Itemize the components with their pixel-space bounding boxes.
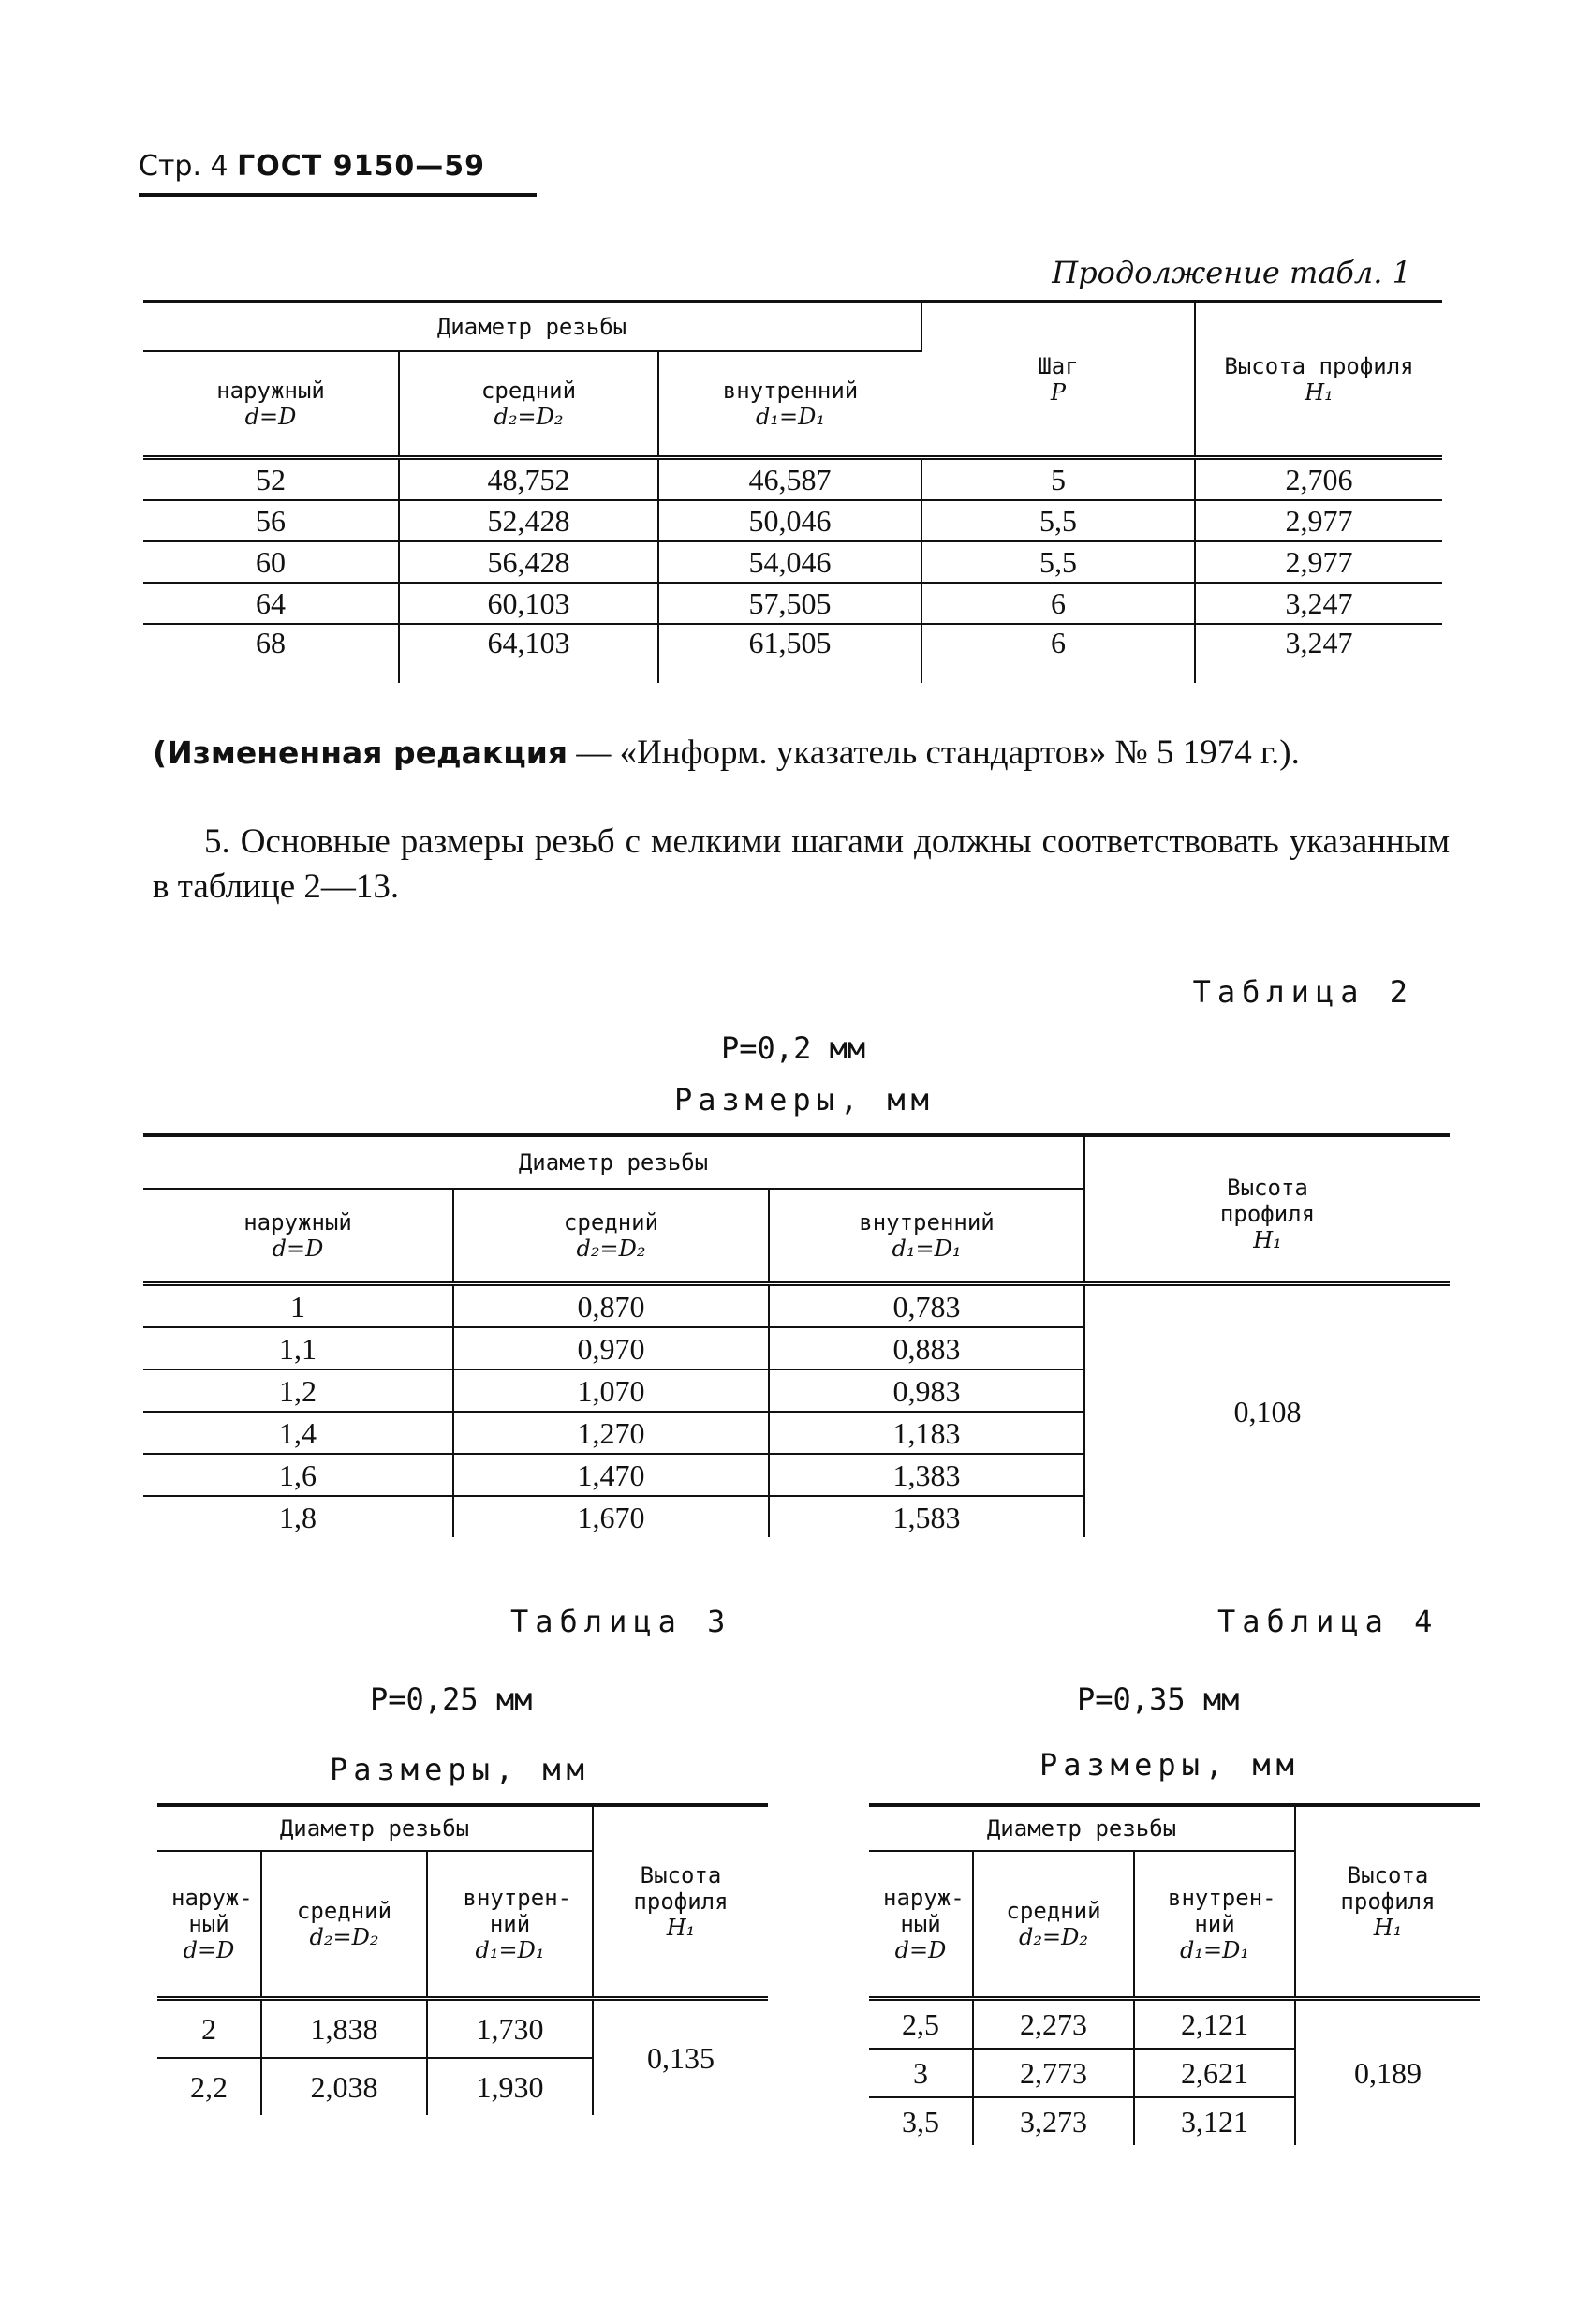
cell: 68 <box>143 624 399 683</box>
col-outer-label: наружный <box>243 1209 352 1236</box>
standard-code: ГОСТ 9150—59 <box>237 150 485 183</box>
cell: 0,970 <box>453 1327 769 1369</box>
group-header: Диаметр резьбы <box>143 302 921 351</box>
cell: 64,103 <box>399 624 658 683</box>
cell: 46,587 <box>658 458 921 501</box>
col-height <box>593 1805 768 1999</box>
col-pitch-label: Шаг <box>1038 353 1079 379</box>
col-outer <box>869 1851 973 1999</box>
col-outer-label: наруж-ный <box>171 1885 253 1937</box>
table-row <box>157 1999 768 2059</box>
cell: 64 <box>143 583 399 624</box>
col-mid <box>399 351 658 458</box>
height-value: 0,189 <box>1354 2056 1422 2090</box>
col-outer <box>143 1189 453 1284</box>
page-header <box>139 150 485 183</box>
table-row <box>143 1284 1450 1328</box>
cell: 1,070 <box>453 1369 769 1412</box>
col-inner-label: внутрен-ний <box>463 1885 572 1937</box>
col-mid-label: средний <box>296 1898 392 1924</box>
cell: 3,247 <box>1285 626 1353 659</box>
col-mid-symbol: d₂=D₂ <box>576 1236 646 1262</box>
cell: 1 <box>143 1284 453 1328</box>
col-height-symbol: H₁ <box>1253 1227 1282 1253</box>
cell: 54,046 <box>658 541 921 583</box>
col-mid-symbol: d₂=D₂ <box>494 404 564 430</box>
col-inner-symbol: d₁=D₁ <box>1180 1937 1249 1963</box>
col-mid <box>453 1189 769 1284</box>
col-height <box>1195 302 1442 458</box>
group-header: Диаметр резьбы <box>143 1135 1084 1189</box>
cell: 1,383 <box>769 1454 1084 1496</box>
col-pitch-symbol: P <box>1050 379 1067 406</box>
cell: 3,121 <box>1134 2097 1295 2145</box>
col-mid-symbol: d₂=D₂ <box>309 1924 379 1950</box>
cell: 0,783 <box>769 1284 1084 1328</box>
col-inner <box>1134 1851 1295 1999</box>
col-outer <box>143 351 399 458</box>
table-2-units: Размеры, мм <box>674 1082 935 1118</box>
revision-note-text: — «Информ. указатель стандартов» № 5 1974 г.). <box>568 733 1300 772</box>
cell: 56,428 <box>399 541 658 583</box>
table-row <box>143 541 1442 583</box>
col-outer-symbol: d=D <box>272 1236 324 1262</box>
table-3 <box>157 1803 768 2115</box>
col-height-label: Высота профиля <box>1340 1862 1436 1915</box>
cell: 6 <box>921 583 1195 624</box>
table-4 <box>869 1803 1480 2145</box>
height-value: 0,108 <box>1233 1395 1302 1428</box>
col-mid-label: средний <box>1006 1898 1101 1924</box>
col-height <box>1295 1805 1480 1999</box>
col-outer-symbol: d=D <box>244 404 297 430</box>
cell: 1,730 <box>427 1999 593 2059</box>
clause-5: 5. Основные размеры резьб с мелкими шагами должны соответствовать указанным в таблице 2—13. <box>153 822 1450 906</box>
col-inner-label: внутренний <box>722 377 859 404</box>
col-height <box>1084 1135 1450 1284</box>
col-inner-label: внутрен-ний <box>1168 1885 1276 1937</box>
cell: 61,505 <box>658 624 921 683</box>
table-4-units: Размеры, мм <box>1039 1747 1300 1783</box>
table-2-pitch: P=0,2 мм <box>721 1030 866 1066</box>
col-outer <box>157 1851 261 1999</box>
col-mid-label: средний <box>563 1209 659 1236</box>
col-mid-symbol: d₂=D₂ <box>1019 1924 1088 1950</box>
header-rule <box>139 193 537 197</box>
col-inner <box>427 1851 593 1999</box>
table-continuation-label: Продолжение табл. 1 <box>1052 255 1411 290</box>
cell: 1,838 <box>261 1999 427 2059</box>
cell: 2,038 <box>261 2058 427 2115</box>
cell: 2,977 <box>1195 541 1442 583</box>
cell: 1,1 <box>143 1327 453 1369</box>
height-value: 0,135 <box>647 2041 715 2075</box>
cell: 5 <box>921 458 1195 501</box>
cell: 3,273 <box>973 2097 1134 2145</box>
cell: 2,5 <box>869 1999 973 2050</box>
group-header: Диаметр резьбы <box>869 1805 1295 1851</box>
cell: 2,706 <box>1195 458 1442 501</box>
cell: 52 <box>143 458 399 501</box>
col-height-label: Высота профиля <box>633 1862 729 1915</box>
cell: 3,5 <box>869 2097 973 2145</box>
table-row <box>143 583 1442 624</box>
table-row <box>143 624 1442 683</box>
page-number: Стр. 4 <box>139 150 228 183</box>
cell: 60,103 <box>399 583 658 624</box>
table-3-pitch: P=0,25 мм <box>370 1681 533 1717</box>
revision-note-bold: (Измененная редакция <box>153 734 568 771</box>
cell: 1,930 <box>427 2058 593 2115</box>
cell: 1,470 <box>453 1454 769 1496</box>
col-height-symbol: H₁ <box>666 1915 696 1941</box>
col-pitch <box>921 302 1195 458</box>
cell: 0,870 <box>453 1284 769 1328</box>
cell: 1,8 <box>143 1496 453 1537</box>
cell: 2,2 <box>157 2058 261 2115</box>
cell: 1,4 <box>143 1412 453 1454</box>
col-mid <box>973 1851 1134 1999</box>
cell: 1,183 <box>769 1412 1084 1454</box>
col-outer-label: наруж-ный <box>883 1885 965 1937</box>
cell: 1,6 <box>143 1454 453 1496</box>
table-4-caption: Таблица 4 <box>1217 1604 1439 1639</box>
cell: 48,752 <box>399 458 658 501</box>
cell: 3 <box>869 2049 973 2097</box>
cell: 56 <box>143 500 399 541</box>
cell: 50,046 <box>658 500 921 541</box>
col-inner-symbol: d₁=D₁ <box>892 1236 962 1262</box>
col-outer-symbol: d=D <box>894 1937 947 1963</box>
cell: 60 <box>143 541 399 583</box>
revision-note <box>153 731 1450 776</box>
cell: 1,583 <box>769 1496 1084 1537</box>
cell: 2 <box>157 1999 261 2059</box>
group-header: Диаметр резьбы <box>157 1805 593 1851</box>
cell: 2,273 <box>973 1999 1134 2050</box>
col-inner-symbol: d₁=D₁ <box>475 1937 545 1963</box>
col-inner-label: внутренний <box>859 1209 995 1236</box>
col-mid-label: средний <box>480 377 577 404</box>
cell: 5,5 <box>921 541 1195 583</box>
cell: 1,670 <box>453 1496 769 1537</box>
col-inner <box>769 1189 1084 1284</box>
col-height-label: Высота профиля <box>1224 353 1414 379</box>
col-outer-symbol: d=D <box>183 1937 235 1963</box>
table-row <box>143 500 1442 541</box>
cell: 52,428 <box>399 500 658 541</box>
cell: 2,621 <box>1134 2049 1295 2097</box>
cell: 0,983 <box>769 1369 1084 1412</box>
table-2 <box>143 1133 1450 1537</box>
col-height-label: Высота профиля <box>1219 1175 1316 1227</box>
table-row <box>143 458 1442 501</box>
col-height-symbol: H₁ <box>1373 1915 1403 1941</box>
table-4-pitch: P=0,35 мм <box>1077 1681 1240 1717</box>
col-inner-symbol: d₁=D₁ <box>756 404 825 430</box>
cell: 3,247 <box>1195 583 1442 624</box>
cell: 57,505 <box>658 583 921 624</box>
table-2-caption: Таблица 2 <box>1192 974 1414 1010</box>
table-3-caption: Таблица 3 <box>510 1604 732 1639</box>
cell: 5,5 <box>921 500 1195 541</box>
cell: 1,270 <box>453 1412 769 1454</box>
table-1 <box>143 300 1442 683</box>
table-row <box>869 1999 1480 2050</box>
table-3-units: Размеры, мм <box>330 1752 590 1787</box>
col-inner <box>658 351 921 458</box>
cell: 2,977 <box>1195 500 1442 541</box>
cell: 1,2 <box>143 1369 453 1412</box>
cell: 6 <box>921 624 1195 683</box>
col-outer-label: наружный <box>216 377 325 404</box>
cell: 2,773 <box>973 2049 1134 2097</box>
col-height-symbol: H₁ <box>1305 379 1334 406</box>
cell: 0,883 <box>769 1327 1084 1369</box>
col-mid <box>261 1851 427 1999</box>
cell: 2,121 <box>1134 1999 1295 2050</box>
